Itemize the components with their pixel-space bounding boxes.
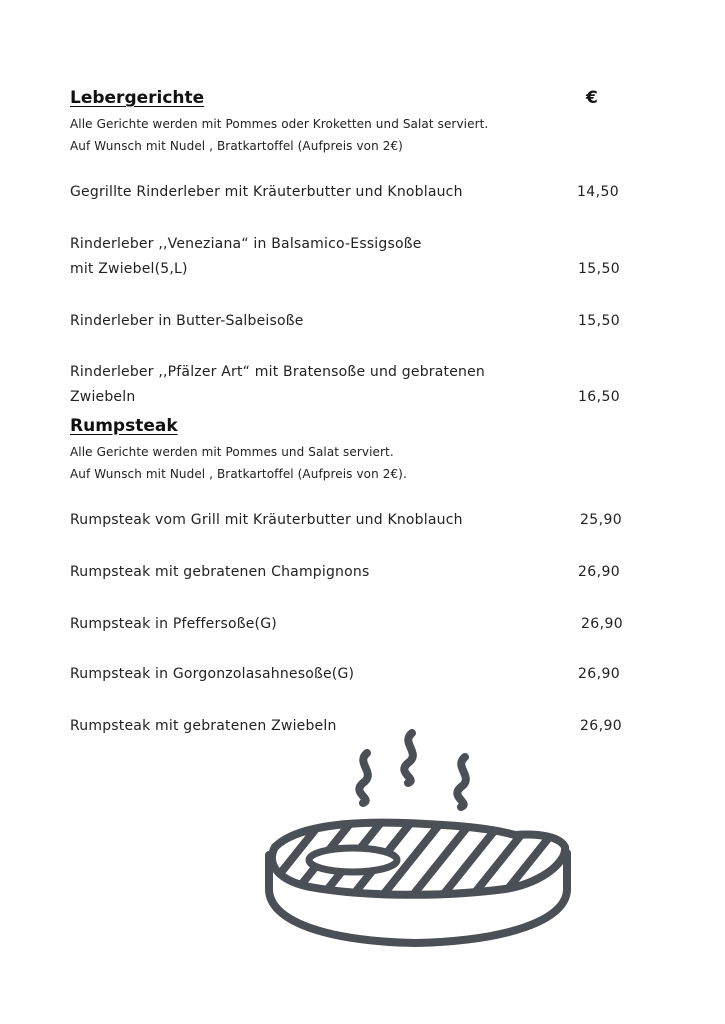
menu-item-name: Rumpsteak mit gebratenen Champignons — [70, 564, 370, 580]
grilled-steak-icon — [255, 725, 575, 955]
menu-item-name: Rinderleber ,,Pfälzer Art“ mit Bratensoße und gebratenen — [70, 364, 485, 380]
menu-item-name: Gegrillte Rinderleber mit Kräuterbutter und Knoblauch — [70, 184, 463, 200]
menu-item-price: 15,50 — [578, 261, 621, 277]
menu-item-name: Rumpsteak vom Grill mit Kräuterbutter und Knoblauch — [70, 512, 463, 528]
menu-item-price: 26,90 — [581, 616, 624, 632]
menu-item-price: 26,90 — [578, 666, 621, 682]
section-note: Auf Wunsch mit Nudel , Bratkartoffel (Aufpreis von 2€) — [70, 139, 403, 153]
menu-item-price: 15,50 — [578, 313, 621, 329]
menu-item-name: Rinderleber in Butter-Salbeisoße — [70, 313, 304, 329]
section-note: Auf Wunsch mit Nudel , Bratkartoffel (Aufpreis von 2€). — [70, 467, 407, 481]
section-note: Alle Gerichte werden mit Pommes oder Kroketten und Salat serviert. — [70, 117, 489, 131]
menu-item-name: Rumpsteak in Pfeffersoße(G) — [70, 616, 277, 632]
menu-item-price: 26,90 — [580, 718, 623, 734]
menu-item-name: Rumpsteak in Gorgonzolasahnesoße(G) — [70, 666, 355, 682]
menu-item-price: 26,90 — [578, 564, 621, 580]
menu-item-name: Rumpsteak mit gebratenen Zwiebeln — [70, 718, 337, 734]
menu-item-name-line2: Zwiebeln — [70, 389, 136, 405]
menu-item-name-line2: mit Zwiebel(5,L) — [70, 261, 188, 277]
section-heading-lebergerichte: Lebergerichte — [70, 88, 205, 108]
menu-item-name: Rinderleber ,,Veneziana“ in Balsamico-Essigsoße — [70, 236, 422, 252]
menu-item-price: 16,50 — [578, 389, 621, 405]
section-heading-rumpsteak: Rumpsteak — [70, 416, 178, 436]
menu-item-price: 25,90 — [580, 512, 623, 528]
section-note: Alle Gerichte werden mit Pommes und Salat serviert. — [70, 445, 394, 459]
menu-item-price: 14,50 — [577, 184, 620, 200]
currency-symbol: € — [586, 88, 598, 108]
